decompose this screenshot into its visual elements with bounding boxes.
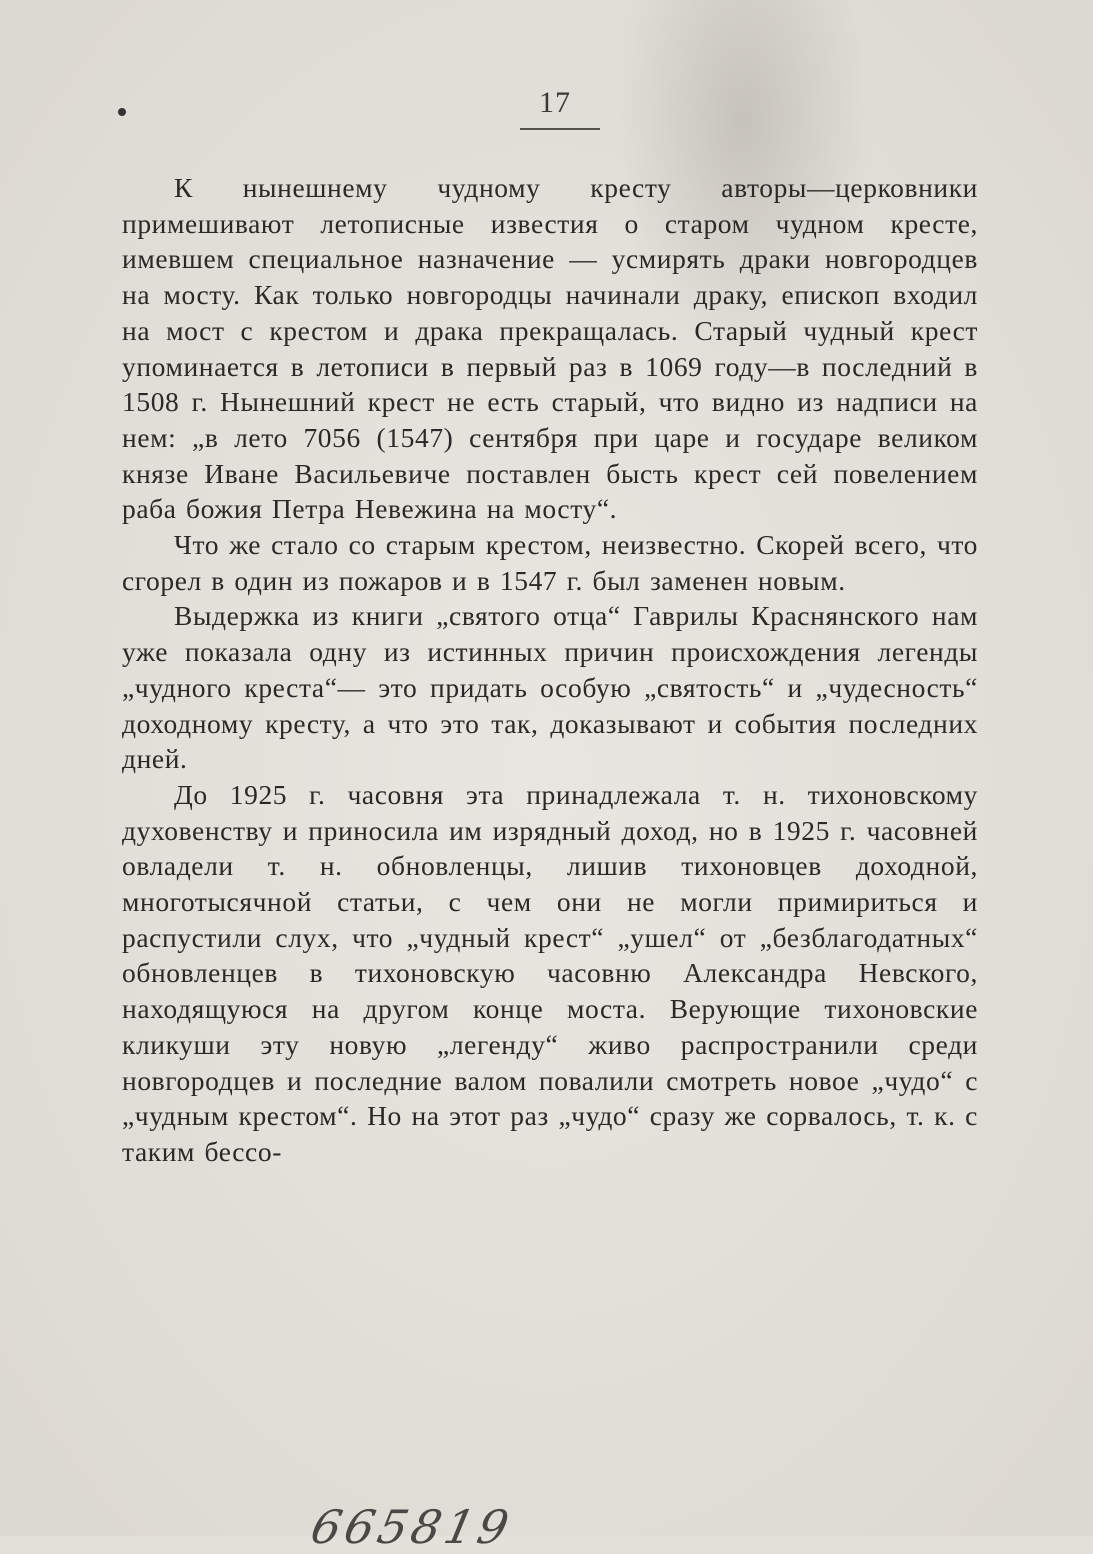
ink-dot xyxy=(118,108,126,116)
paragraph-3: Выдержка из книги „святого отца“ Гаврилы Краснянского нам уже показала одну из истинных причин происхождения легенды „чудного креста“— это придать особую „святость“ и „чудесность“ доходному кресту, а что это так, доказывают и события последних дней. xyxy=(122,600,978,775)
paragraph-2: Что же стало со старым крестом, неизвестно. Скорей всего, что сгорел в один из пожаров и в 1547 г. был заменен новым. xyxy=(122,529,978,596)
handwritten-number: 665819 xyxy=(306,1500,518,1554)
paragraph-4: До 1925 г. часовня эта принадлежала т. н. тихоновскому духовенству и приносила им изрядный доход, но в 1925 г. часовней овладели т. н. обновленцы, лишив тихоновцев доходной, многотысячной статьи, с чем они не могли примириться и распустили слух, что „чудный крест“ „ушел“ от „безблагодатных“ обновленцев в тихоновскую часовню Александра Невского, находящуюся на другом конце моста. Верующие тихоновские кликуши эту новую „легенду“ живо распространили среди новгородцев и последние валом повалили смотреть новое „чудо“ с „чудным крестом“. Но на этот раз „чудо“ сразу же сорвалось, т. к. с таким бессо- xyxy=(122,778,978,1167)
paragraph-1: К нынешнему чудному кресту авторы—церковники примешивают летописные известия о старом чудном кресте, имевшем специальное назначение — усмирять драки новгородцев на мосту. Как только новгородцы начинали драку, епископ входил на мост с крестом и драка прекращалась. Старый чудный крест упоминается в летописи в первый раз в 1069 году—в последний в 1508 г. Нынешний крест не есть старый, что видно из надписи на нем: „в лето 7056 (1547) сентября при царе и государе великом князе Иване Васильевиче поставлен бысть крест сей повелением раба божия Петра Невежина на мосту“. xyxy=(122,172,978,525)
body-text xyxy=(122,170,978,1170)
page-number: 17 xyxy=(539,86,571,119)
page-number-underline xyxy=(520,128,600,130)
